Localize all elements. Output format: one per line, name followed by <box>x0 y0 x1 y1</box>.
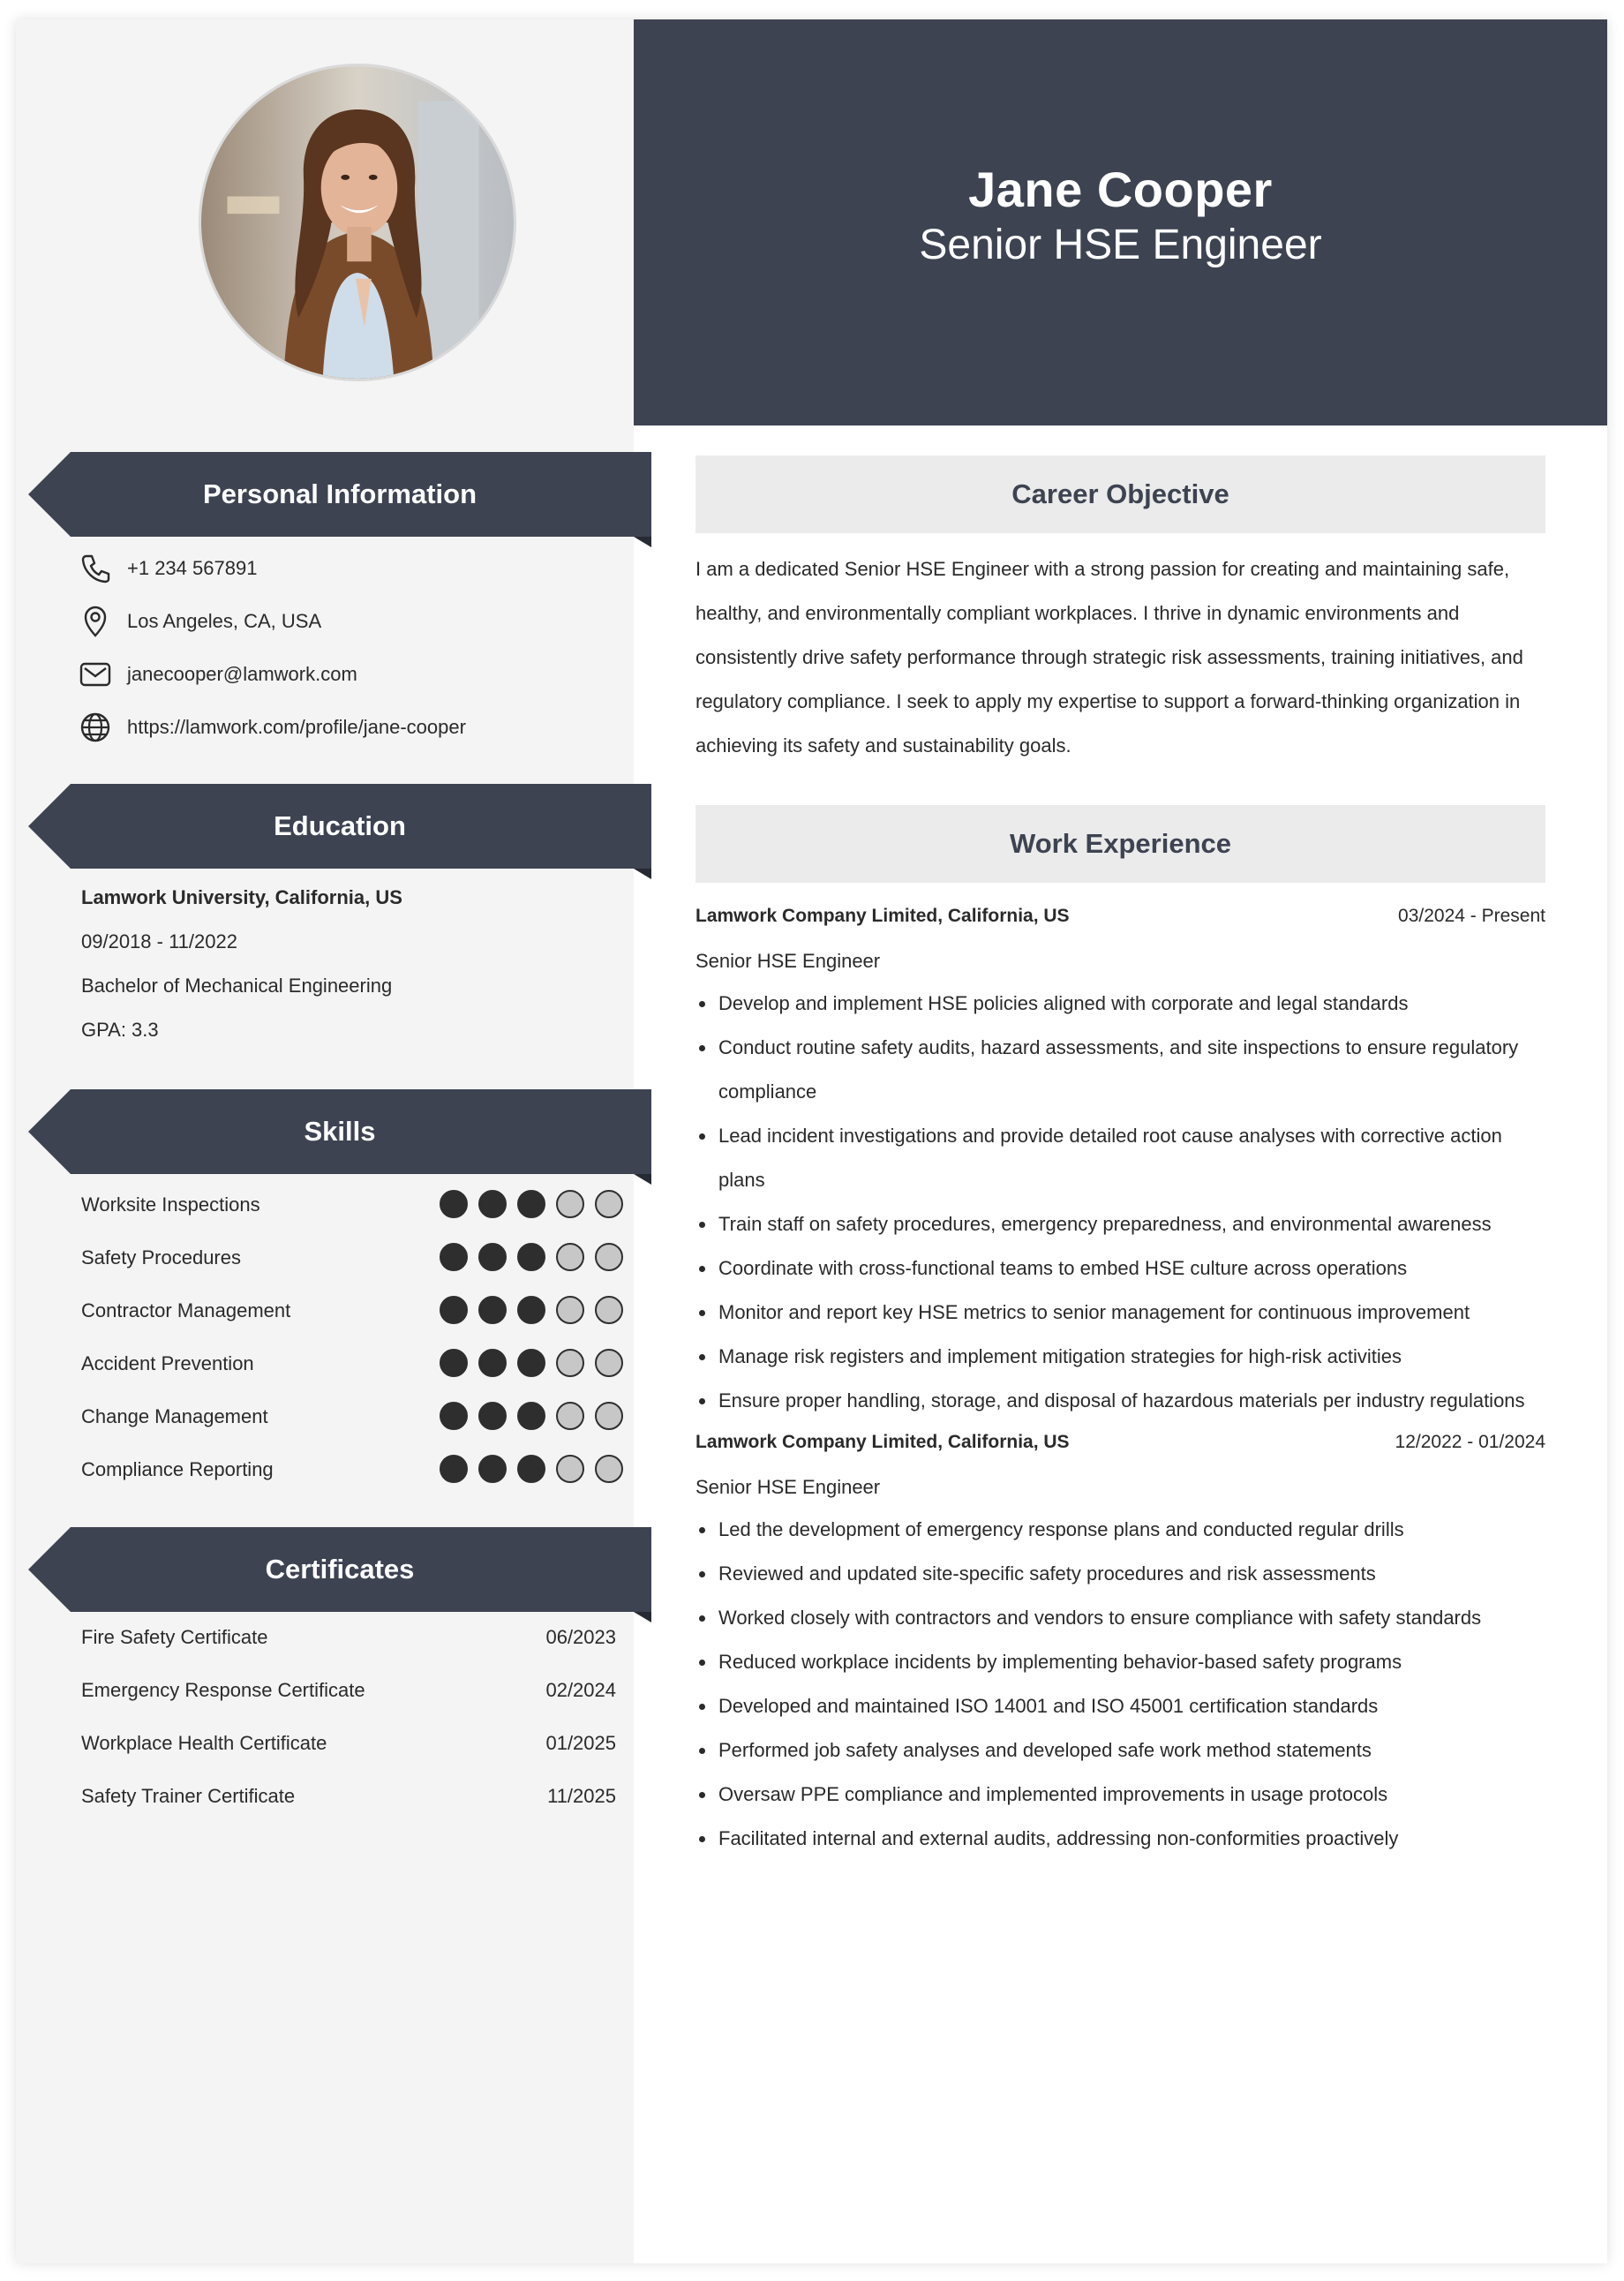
globe-icon <box>78 710 113 745</box>
certificate-name: Fire Safety Certificate <box>81 1626 268 1648</box>
contact-email <box>78 655 357 694</box>
education-school: Lamwork University, California, US <box>81 886 402 908</box>
education-gpa: GPA: 3.3 <box>81 1019 159 1041</box>
rating-dot-filled <box>478 1455 507 1483</box>
banner-fold <box>634 537 651 547</box>
job-bullet: Developed and maintained ISO 14001 and ISO 45001 certification standards <box>718 1684 1548 1728</box>
skill-name: Change Management <box>81 1405 268 1427</box>
rating-dot-empty <box>595 1190 623 1218</box>
location-icon <box>78 604 113 639</box>
candidate-name: Jane Cooper <box>968 162 1273 217</box>
certificate-date: 06/2023 <box>545 1626 616 1648</box>
job-dates: 03/2024 - Present <box>1398 906 1545 926</box>
phone-icon <box>78 551 113 586</box>
phone-text: +1 234 567891 <box>127 557 258 579</box>
skills-heading: Skills <box>304 1116 376 1147</box>
rating-dot-filled <box>517 1190 545 1218</box>
career-objective-heading: Career Objective <box>695 455 1545 533</box>
certificate-row <box>81 1679 616 1714</box>
rating-dot-filled <box>440 1243 468 1271</box>
rating-dot-filled <box>440 1190 468 1218</box>
rating-dot-empty <box>595 1243 623 1271</box>
rating-dot-filled <box>517 1243 545 1271</box>
rating-dot-filled <box>440 1349 468 1377</box>
job-bullet: Facilitated internal and external audits, addressing non-conformities proactively <box>718 1817 1548 1861</box>
certificate-name: Safety Trainer Certificate <box>81 1785 296 1807</box>
rating-dot-filled <box>478 1296 507 1324</box>
education-dates: 09/2018 - 11/2022 <box>81 930 237 952</box>
certificate-name: Workplace Health Certificate <box>81 1732 327 1754</box>
rating-dot-filled <box>478 1190 507 1218</box>
candidate-title: Senior HSE Engineer <box>919 222 1322 268</box>
skill-row <box>81 1241 628 1276</box>
certificate-row <box>81 1732 616 1767</box>
job-company: Lamwork Company Limited, California, US <box>695 1432 1070 1452</box>
job-bullet: Reduced workplace incidents by implementing behavior-based safety programs <box>718 1640 1548 1684</box>
email-text[interactable]: janecooper@lamwork.com <box>127 663 357 685</box>
banner-fold <box>634 1612 651 1622</box>
job-bullet: Led the development of emergency response plans and conducted regular drills <box>718 1508 1548 1552</box>
job-bullet: Lead incident investigations and provide detailed root cause analyses with corrective action plans <box>718 1114 1548 1202</box>
personal-info-heading: Personal Information <box>202 478 477 509</box>
rating-dot-empty <box>595 1296 623 1324</box>
rating-dot-empty <box>556 1296 584 1324</box>
job-bullet: Manage risk registers and implement mitigation strategies for high-risk activities <box>718 1335 1548 1379</box>
work-experience-heading: Work Experience <box>695 805 1545 883</box>
skill-rating <box>440 1243 634 1271</box>
personal-info-banner <box>28 452 651 537</box>
rating-dot-empty <box>556 1190 584 1218</box>
certificate-name: Emergency Response Certificate <box>81 1679 365 1701</box>
rating-dot-filled <box>478 1243 507 1271</box>
rating-dot-filled <box>478 1402 507 1430</box>
career-objective-text: I am a dedicated Senior HSE Engineer with a strong passion for creating and maintaining safe, healthy, and environmentally compliant workplaces. I thrive in dynamic environments and consistently drive safety performance through strategic risk assessments, training initiatives, and regulatory compliance. I seek to apply my expertise to support a forward-thinking organization in achieving its safety and sustainability goals. <box>695 558 1523 757</box>
skills-banner <box>28 1089 651 1174</box>
location-text: Los Angeles, CA, USA <box>127 610 322 632</box>
rating-dot-empty <box>556 1243 584 1271</box>
skill-row <box>81 1400 628 1435</box>
banner-fold <box>634 1174 651 1185</box>
rating-dot-filled <box>517 1296 545 1324</box>
skill-rating <box>440 1455 634 1483</box>
certificate-date: 11/2025 <box>547 1785 616 1807</box>
rating-dot-empty <box>556 1402 584 1430</box>
rating-dot-filled <box>440 1402 468 1430</box>
job-company: Lamwork Company Limited, California, US <box>695 906 1070 926</box>
job-bullet: Monitor and report key HSE metrics to senior management for continuous improvement <box>718 1291 1548 1335</box>
portrait-illustration <box>201 66 514 379</box>
skill-name: Safety Procedures <box>81 1246 241 1268</box>
skill-name: Worksite Inspections <box>81 1193 260 1216</box>
certificates-banner <box>28 1527 651 1612</box>
skill-name: Compliance Reporting <box>81 1458 274 1480</box>
job-bullet: Oversaw PPE compliance and implemented improvements in usage protocols <box>718 1773 1548 1817</box>
skill-rating <box>440 1402 634 1430</box>
rating-dot-filled <box>440 1455 468 1483</box>
certificate-row <box>81 1785 616 1820</box>
skill-rating <box>440 1190 634 1218</box>
skill-row <box>81 1294 628 1329</box>
website-text[interactable]: https://lamwork.com/profile/jane-cooper <box>127 716 466 738</box>
contact-phone <box>78 549 257 588</box>
contact-website <box>78 708 466 747</box>
job-bullet: Conduct routine safety audits, hazard assessments, and site inspections to ensure regulatory compliance <box>718 1026 1548 1114</box>
skill-rating <box>440 1349 634 1377</box>
rating-dot-filled <box>517 1455 545 1483</box>
rating-dot-empty <box>595 1402 623 1430</box>
job-header <box>695 1432 1545 1467</box>
rating-dot-empty <box>556 1349 584 1377</box>
job-bullet: Coordinate with cross-functional teams to embed HSE culture across operations <box>718 1246 1548 1291</box>
job-bullet: Reviewed and updated site-specific safety procedures and risk assessments <box>718 1552 1548 1596</box>
rating-dot-filled <box>517 1349 545 1377</box>
education-degree: Bachelor of Mechanical Engineering <box>81 975 393 997</box>
job-title: Senior HSE Engineer <box>695 1476 881 1498</box>
banner-fold <box>634 869 651 879</box>
job-bullet: Worked closely with contractors and vendors to ensure compliance with safety standards <box>718 1596 1548 1640</box>
rating-dot-empty <box>595 1349 623 1377</box>
rating-dot-filled <box>517 1402 545 1430</box>
profile-photo <box>199 64 516 381</box>
job-dates: 12/2022 - 01/2024 <box>1395 1432 1545 1452</box>
certificate-date: 01/2025 <box>545 1732 616 1754</box>
job-header <box>695 906 1545 941</box>
rating-dot-empty <box>595 1455 623 1483</box>
rating-dot-filled <box>478 1349 507 1377</box>
skill-row <box>81 1188 628 1223</box>
job-bullet: Develop and implement HSE policies aligned with corporate and legal standards <box>718 982 1548 1026</box>
certificate-row <box>81 1626 616 1661</box>
job-title: Senior HSE Engineer <box>695 950 881 972</box>
skill-name: Accident Prevention <box>81 1352 254 1374</box>
job-bullet: Ensure proper handling, storage, and disposal of hazardous materials per industry regulations <box>718 1379 1548 1423</box>
job-bullet: Train staff on safety procedures, emergency preparedness, and environmental awareness <box>718 1202 1548 1246</box>
job-bullet: Performed job safety analyses and developed safe work method statements <box>718 1728 1548 1773</box>
rating-dot-filled <box>440 1296 468 1324</box>
certificate-date: 02/2024 <box>545 1679 616 1701</box>
resume-page <box>16 19 1607 2263</box>
email-icon <box>78 657 113 692</box>
skill-rating <box>440 1296 634 1324</box>
skill-name: Contractor Management <box>81 1299 291 1321</box>
certificates-heading: Certificates <box>265 1554 415 1585</box>
education-heading: Education <box>274 810 406 841</box>
contact-location <box>78 602 321 641</box>
skill-row <box>81 1347 628 1382</box>
skill-row <box>81 1453 628 1488</box>
rating-dot-empty <box>556 1455 584 1483</box>
education-banner <box>28 784 651 869</box>
